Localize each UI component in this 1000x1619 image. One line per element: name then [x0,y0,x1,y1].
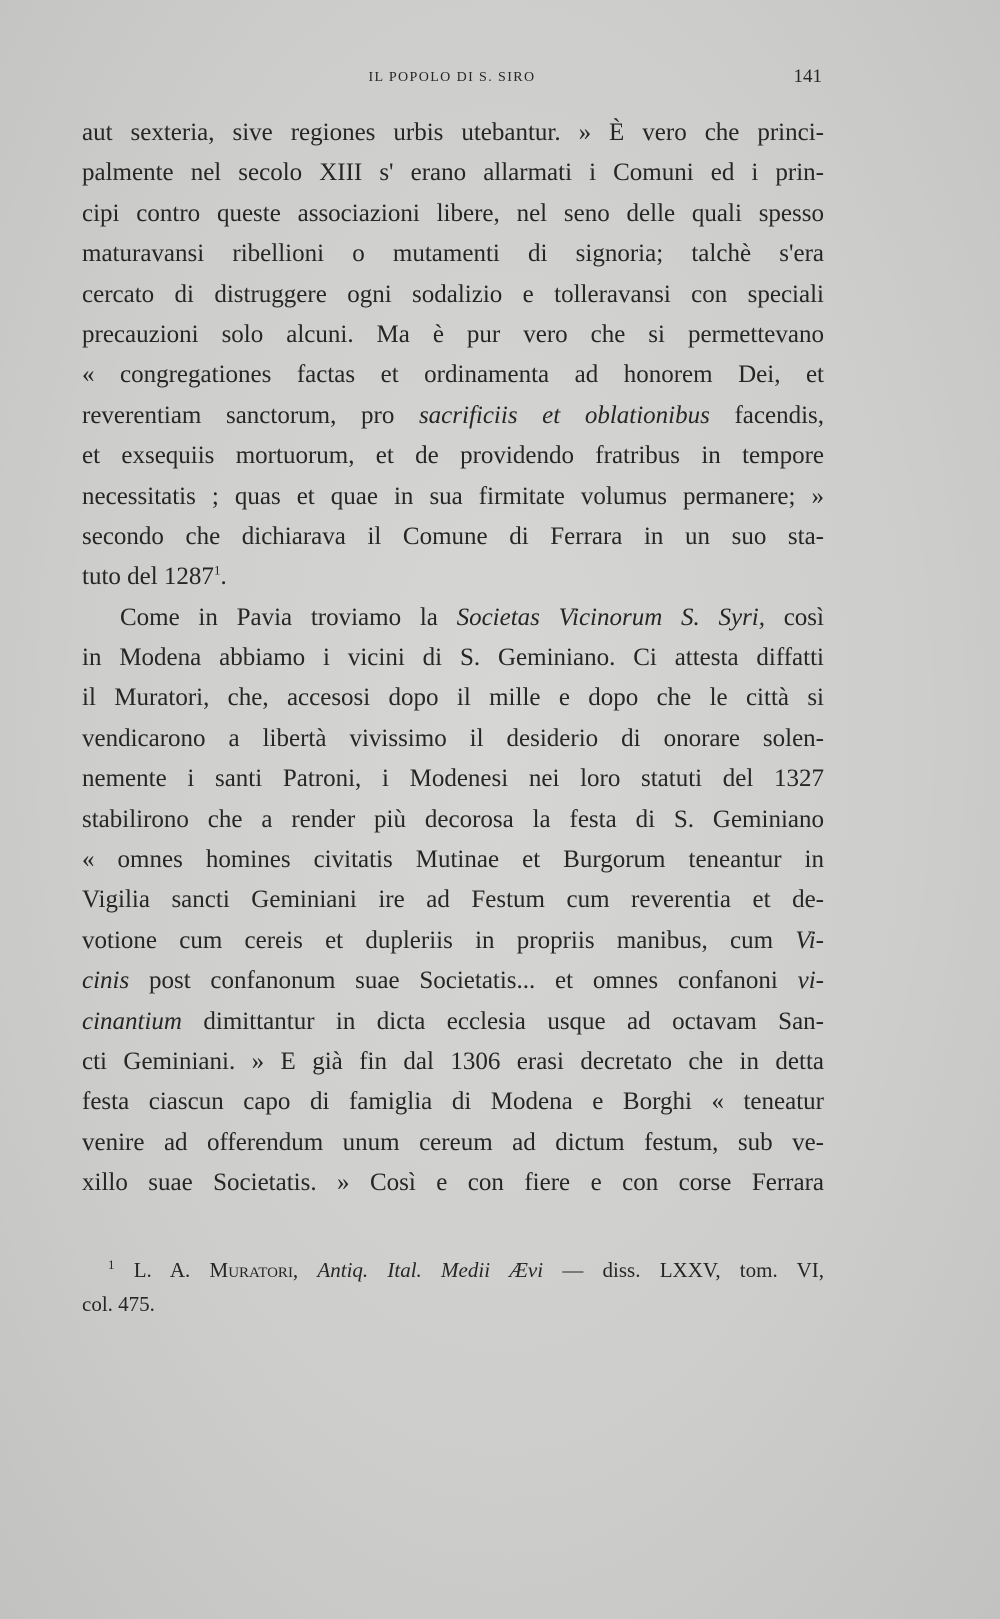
text-line: in Modena abbiamo i vicini di S. Geminiano. Ci attesta diffatti [82,644,824,672]
text-span: reverentiam sanctorum, pro [82,401,419,429]
text-span: L. A. [133,1258,210,1282]
running-title: IL POPOLO DI S. SIRO [368,70,536,85]
text-line [82,1002,824,1042]
text-span: dimittantur in dicta ecclesia usque ad octavam San- [182,1007,824,1035]
text-line: et exsequiis mortuorum, et de providendo fratribus in tempore [82,442,824,470]
italic-span: Vi- [795,926,824,954]
text-span: Come in Pavia troviamo la [120,603,457,631]
page-header [82,64,822,94]
text-span: facendis, [709,401,824,429]
text-line: maturavansi ribellioni o mutamenti di signoria; talchè s'era [82,240,824,268]
text-line: Vigilia sancti Geminiani ire ad Festum cum reverentia et de- [82,886,824,914]
text-line: « congregationes factas et ordinamenta ad honorem Dei, et [82,361,824,389]
text-line [82,961,824,1001]
text-line: secondo che dichiarava il Comune di Ferrara in un suo sta- [82,522,824,550]
footnote-marker: 1 [108,1257,115,1272]
text-line [82,557,824,597]
italic-span: Antiq. Ital. Medii Ævi [317,1258,544,1282]
text-line: « omnes homines civitatis Mutinae et Burgorum teneantur in [82,846,824,874]
footnotes [82,1253,824,1321]
text-span: votione cum cereis et dupleriis in propriis manibus, cum [82,926,796,954]
text-line: il Muratori, che, accesosi dopo il mille e dopo che le città si [82,684,824,712]
text-line: cti Geminiani. » E già fin dal 1306 erasi decretato che in detta [82,1047,824,1075]
text-span: tuto del 1287 [82,563,214,591]
text-span: . [220,563,227,591]
text-line [82,598,824,638]
text-line: venire ad offerendum unum cereum ad dictum festum, sub ve- [82,1128,824,1156]
text-line: necessitatis ; quas et quae in sua firmitate volumus permanere; » [82,482,824,510]
text-line: vendicarono a libertà vivissimo il desiderio di onorare solen- [82,724,824,752]
text-line: stabilirono che a render più decorosa la festa di S. Geminiano [82,805,824,833]
text-line: cercato di distruggere ogni sodalizio e tolleravansi con speciali [82,280,824,308]
footnote-line: col. 475. [82,1292,155,1316]
italic-span: cinis [82,967,130,995]
main-text [82,113,824,1204]
italic-span: vi- [797,967,824,995]
text-line: precauzioni solo alcuni. Ma è pur vero che si permettevano [82,320,824,348]
text-line: cipi contro queste associazioni libere, nel seno delle quali spesso [82,199,824,227]
footnote-line [82,1253,824,1287]
footnote-ref: 1 [213,562,221,578]
text-span: così [765,603,824,631]
text-line: festa ciascun capo di famiglia di Modena e Borghi « teneatur [82,1088,824,1116]
italic-span: cinantium [82,1007,182,1035]
text-span: post confanonum suae Societatis... et omnes confanoni [129,967,798,995]
author-name: Muratori, [209,1258,299,1282]
italic-span: sacrificiis et oblationibus [418,401,710,429]
text-span: — diss. LXXV, tom. VI, [543,1258,824,1282]
text-line: nemente i santi Patroni, i Modenesi nei loro statuti del 1327 [82,765,824,793]
text-line: palmente nel secolo XIII s' erano allarmati i Comuni ed i prin- [82,159,824,187]
text-line: aut sexteria, sive regiones urbis utebantur. » È vero che princi- [82,119,824,146]
text-line [82,396,824,436]
italic-span: Societas Vicinorum S. Syri, [456,603,765,631]
text-line: xillo suae Societatis. » Così e con fiere e con corse Ferrara [82,1169,824,1197]
text-line [82,921,824,961]
page-number: 141 [793,66,822,87]
